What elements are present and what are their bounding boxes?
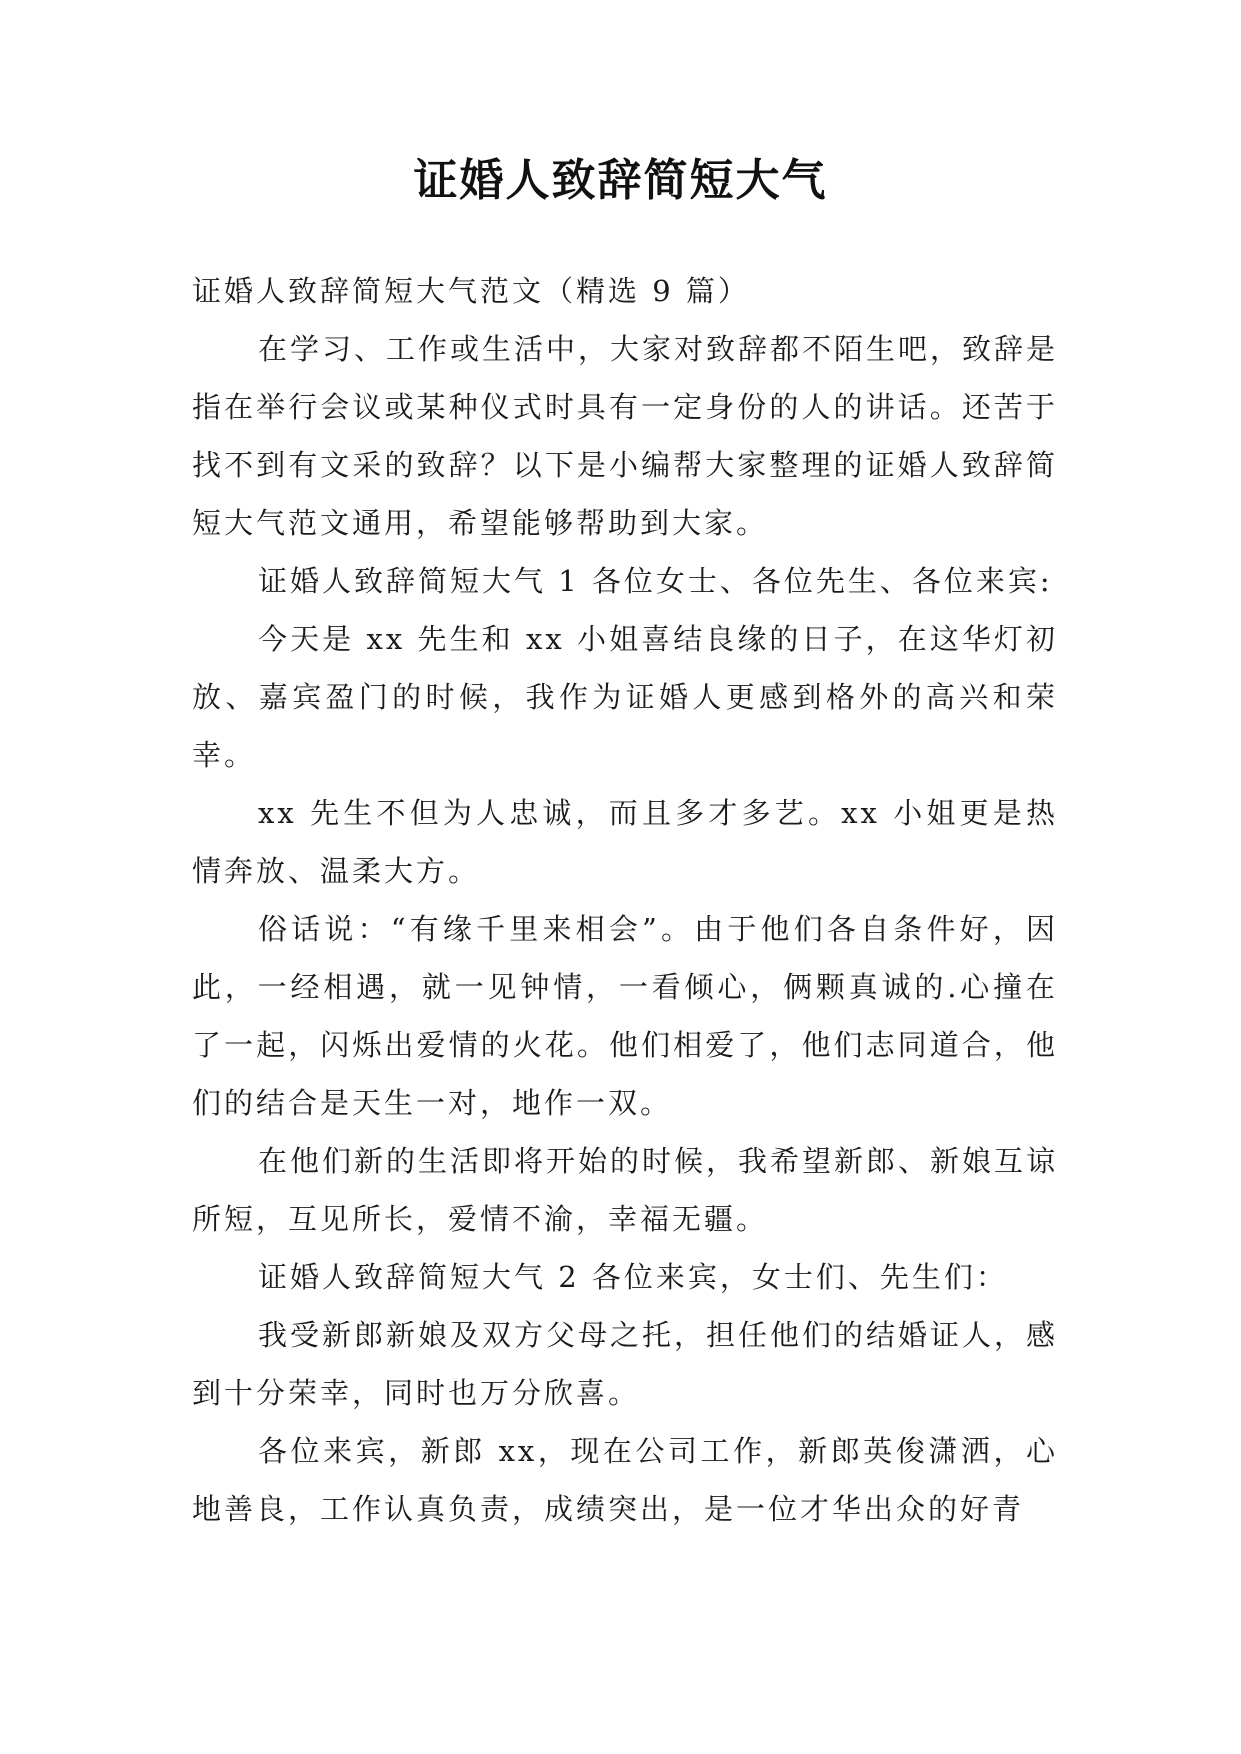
document-body: [192, 262, 1058, 1538]
speech-2-paragraph: 各位来宾，新郎 xx，现在公司工作，新郎英俊潇洒，心地善良，工作认真负责，成绩突出，是一位才华出众的好青: [192, 1434, 1058, 1526]
intro-paragraph: 在学习、工作或生活中，大家对致辞都不陌生吧，致辞是指在举行会议或某种仪式时具有一定身份的人的讲话。还苦于找不到有文采的致辞？以下是小编帮大家整理的证婚人致辞简短大气范文通用，希望能够帮助到大家。: [192, 332, 1059, 540]
speech-2-heading: 证婚人致辞简短大气 2 各位来宾，女士们、先生们：: [258, 1260, 1008, 1294]
speech-1-paragraph: 俗话说：“有缘千里来相会”。由于他们各自条件好，因此，一经相遇，就一见钟情，一看倾心，俩颗真诚的.心撞在了一起，闪烁出爱情的火花。他们相爱了，他们志同道合，他们的结合是天生一对，地作一双。: [192, 912, 1058, 1120]
speech-1-paragraph: xx 先生不但为人忠诚，而且多才多艺。xx 小姐更是热情奔放、温柔大方。: [192, 796, 1058, 888]
speech-2-paragraph: 我受新郎新娘及双方父母之托，担任他们的结婚证人，感到十分荣幸，同时也万分欣喜。: [192, 1318, 1059, 1410]
speech-1-heading: 证婚人致辞简短大气 1 各位女士、各位先生、各位来宾:: [258, 564, 1053, 598]
speech-1-paragraph: 今天是 xx 先生和 xx 小姐喜结良缘的日子，在这华灯初放、嘉宾盈门的时候，我作为证婚人更感到格外的高兴和荣幸。: [192, 622, 1058, 772]
speech-1-paragraph: 在他们新的生活即将开始的时候，我希望新郎、新娘互谅所短，互见所长，爱情不渝，幸福无疆。: [192, 1144, 1059, 1236]
subtitle-paragraph: 证婚人致辞简短大气范文（精选 9 篇）: [192, 274, 750, 308]
document-title: 证婚人致辞简短大气: [413, 155, 828, 206]
